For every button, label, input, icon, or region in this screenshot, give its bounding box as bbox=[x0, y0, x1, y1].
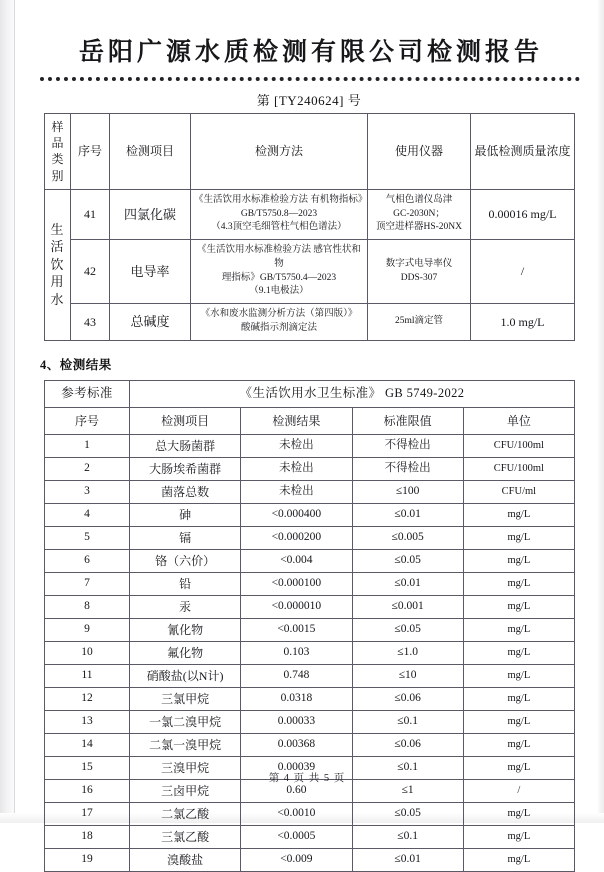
result-limit: ≤0.1 bbox=[352, 756, 463, 779]
table-row bbox=[45, 480, 575, 503]
result-limit: ≤0.1 bbox=[352, 710, 463, 733]
result-no: 18 bbox=[45, 825, 130, 848]
result-no: 17 bbox=[45, 802, 130, 825]
reference-standard-row bbox=[45, 380, 575, 407]
table-row bbox=[45, 240, 575, 304]
result-unit: mg/L bbox=[463, 503, 574, 526]
table-row bbox=[45, 189, 575, 239]
result-item: 总大肠菌群 bbox=[130, 434, 241, 457]
result-no: 15 bbox=[45, 756, 130, 779]
page-title: 岳阳广源水质检测有限公司检测报告 bbox=[78, 38, 543, 66]
result-no: 11 bbox=[45, 664, 130, 687]
result-limit: ≤0.1 bbox=[352, 825, 463, 848]
result-item: 三卤甲烷 bbox=[130, 779, 241, 802]
result-value: <0.000200 bbox=[241, 526, 352, 549]
result-unit: CFU/ml bbox=[463, 480, 574, 503]
result-limit: ≤1 bbox=[352, 779, 463, 802]
result-unit: mg/L bbox=[463, 549, 574, 572]
result-value: 0.00033 bbox=[241, 710, 352, 733]
method-row-method bbox=[191, 304, 368, 341]
result-limit: ≤0.005 bbox=[352, 526, 463, 549]
result-value: <0.000010 bbox=[241, 595, 352, 618]
result-unit: mg/L bbox=[463, 756, 574, 779]
result-item: 汞 bbox=[130, 595, 241, 618]
result-value: 0.748 bbox=[241, 664, 352, 687]
result-unit: mg/L bbox=[463, 825, 574, 848]
method-row-instrument bbox=[368, 304, 471, 341]
instrument-line: 气相色谱仪岛津 bbox=[385, 194, 453, 205]
result-no: 16 bbox=[45, 779, 130, 802]
table-row bbox=[45, 549, 575, 572]
result-no: 5 bbox=[45, 526, 130, 549]
table-row bbox=[45, 687, 575, 710]
method-row-index: 43 bbox=[71, 304, 110, 341]
result-no: 2 bbox=[45, 457, 130, 480]
title-dotted-divider bbox=[40, 77, 580, 85]
method-line: （9.1电极法） bbox=[249, 286, 309, 297]
result-limit: ≤1.0 bbox=[352, 641, 463, 664]
result-unit: mg/L bbox=[463, 664, 574, 687]
result-limit: ≤0.001 bbox=[352, 595, 463, 618]
result-limit: ≤0.05 bbox=[352, 802, 463, 825]
detection-methods-header-row bbox=[45, 114, 575, 190]
result-value: 0.60 bbox=[241, 779, 352, 802]
result-value: <0.0010 bbox=[241, 802, 352, 825]
col-header-sample-category: 样品类别 bbox=[45, 114, 71, 190]
table-row bbox=[45, 641, 575, 664]
result-limit: ≤10 bbox=[352, 664, 463, 687]
table-row bbox=[45, 802, 575, 825]
result-unit: mg/L bbox=[463, 802, 574, 825]
result-limit: ≤0.01 bbox=[352, 503, 463, 526]
result-unit: CFU/100ml bbox=[463, 434, 574, 457]
result-value: 0.00039 bbox=[241, 756, 352, 779]
table-row bbox=[45, 434, 575, 457]
table-row bbox=[45, 503, 575, 526]
table-row bbox=[45, 618, 575, 641]
method-line: 酸碱指示剂滴定法 bbox=[240, 322, 317, 333]
method-line: 《水和废水监测分析方法（第四版）》 bbox=[200, 309, 358, 320]
method-row-index: 41 bbox=[71, 189, 110, 239]
instrument-line: 25ml滴定管 bbox=[394, 315, 444, 326]
result-unit: mg/L bbox=[463, 572, 574, 595]
method-line: 理指标》GB/T5750.4—2023 bbox=[221, 272, 337, 283]
col-header-limit: 标准限值 bbox=[352, 407, 463, 434]
table-row bbox=[45, 825, 575, 848]
result-no: 19 bbox=[45, 848, 130, 871]
sample-category-cell: 生活饮用水 bbox=[45, 189, 71, 340]
table-row bbox=[45, 710, 575, 733]
result-value: 未检出 bbox=[241, 434, 352, 457]
result-unit: mg/L bbox=[463, 710, 574, 733]
table-row bbox=[45, 572, 575, 595]
method-line: GB/T5750.8—2023 bbox=[240, 208, 318, 219]
result-value: <0.000400 bbox=[241, 503, 352, 526]
method-line: （4.3顶空毛细管柱气相色谱法） bbox=[211, 222, 347, 233]
result-limit: ≤0.01 bbox=[352, 848, 463, 871]
results-header-row bbox=[45, 407, 575, 434]
results-table bbox=[44, 380, 575, 872]
result-item: 镉 bbox=[130, 526, 241, 549]
result-item: 硝酸盐(以N计) bbox=[130, 664, 241, 687]
method-row-detection-limit: / bbox=[471, 240, 575, 304]
instrument-line: GC-2030N； bbox=[393, 208, 445, 219]
method-row-instrument bbox=[368, 189, 471, 239]
result-item: 一氯二溴甲烷 bbox=[130, 710, 241, 733]
report-number: 第 [TY240624] 号 bbox=[256, 93, 362, 108]
result-item: 菌落总数 bbox=[130, 480, 241, 503]
result-item: 溴酸盐 bbox=[130, 848, 241, 871]
col-header-result: 检测结果 bbox=[241, 407, 352, 434]
result-value: 0.0318 bbox=[241, 687, 352, 710]
result-limit: 不得检出 bbox=[352, 434, 463, 457]
result-limit: ≤0.05 bbox=[352, 618, 463, 641]
result-item: 大肠埃希菌群 bbox=[130, 457, 241, 480]
method-row-instrument bbox=[368, 240, 471, 304]
result-unit: mg/L bbox=[463, 526, 574, 549]
result-no: 1 bbox=[45, 434, 130, 457]
table-row bbox=[45, 664, 575, 687]
result-item: 三溴甲烷 bbox=[130, 756, 241, 779]
result-limit: 不得检出 bbox=[352, 457, 463, 480]
col-header-index: 序号 bbox=[71, 114, 110, 190]
result-value: <0.009 bbox=[241, 848, 352, 871]
result-value: 0.103 bbox=[241, 641, 352, 664]
result-value: 未检出 bbox=[241, 457, 352, 480]
detection-methods-table bbox=[44, 113, 575, 341]
result-no: 7 bbox=[45, 572, 130, 595]
result-no: 12 bbox=[45, 687, 130, 710]
method-row-method bbox=[191, 189, 368, 239]
table-row bbox=[45, 457, 575, 480]
table-row bbox=[45, 304, 575, 341]
instrument-line: 数字式电导率仪 bbox=[385, 258, 453, 269]
result-value: 未检出 bbox=[241, 480, 352, 503]
result-no: 6 bbox=[45, 549, 130, 572]
result-no: 10 bbox=[45, 641, 130, 664]
method-row-item: 四氯化碳 bbox=[110, 189, 191, 239]
col-header-item: 检测项目 bbox=[110, 114, 191, 190]
instrument-line: DDS-307 bbox=[400, 272, 438, 283]
col-header-method: 检测方法 bbox=[191, 114, 368, 190]
method-row-item: 总碱度 bbox=[110, 304, 191, 341]
result-no: 4 bbox=[45, 503, 130, 526]
result-no: 14 bbox=[45, 733, 130, 756]
result-value: 0.00368 bbox=[241, 733, 352, 756]
result-item: 铬（六价） bbox=[130, 549, 241, 572]
result-limit: ≤0.05 bbox=[352, 549, 463, 572]
result-limit: ≤0.01 bbox=[352, 572, 463, 595]
result-limit: ≤0.06 bbox=[352, 733, 463, 756]
table-row bbox=[45, 733, 575, 756]
result-unit: CFU/100ml bbox=[463, 457, 574, 480]
page-footer: 第 4 页 共 5 页 bbox=[268, 773, 346, 784]
result-no: 13 bbox=[45, 710, 130, 733]
col-header-detection-limit: 最低检测质量浓度 bbox=[471, 114, 575, 190]
result-limit: ≤100 bbox=[352, 480, 463, 503]
results-table-body bbox=[45, 380, 575, 871]
result-unit: mg/L bbox=[463, 687, 574, 710]
method-row-method bbox=[191, 240, 368, 304]
result-value: <0.004 bbox=[241, 549, 352, 572]
result-unit: mg/L bbox=[463, 595, 574, 618]
col-header-instrument: 使用仪器 bbox=[368, 114, 471, 190]
method-row-item: 电导率 bbox=[110, 240, 191, 304]
result-unit: / bbox=[463, 779, 574, 802]
result-unit: mg/L bbox=[463, 733, 574, 756]
table-row bbox=[45, 526, 575, 549]
result-no: 9 bbox=[45, 618, 130, 641]
result-no: 8 bbox=[45, 595, 130, 618]
result-value: <0.000100 bbox=[241, 572, 352, 595]
result-item: 铅 bbox=[130, 572, 241, 595]
section-heading-results: 4、检测结果 bbox=[40, 357, 112, 372]
result-limit: ≤0.06 bbox=[352, 687, 463, 710]
result-value: <0.0015 bbox=[241, 618, 352, 641]
method-line: 《生活饮用水标准检验方法 有机物指标》 bbox=[194, 194, 368, 205]
col-header-no: 序号 bbox=[45, 407, 130, 434]
result-item: 三氯乙酸 bbox=[130, 825, 241, 848]
result-item: 二氯一溴甲烷 bbox=[130, 733, 241, 756]
reference-standard-label: 参考标准 bbox=[45, 380, 130, 407]
table-row bbox=[45, 848, 575, 871]
method-row-detection-limit: 0.00016 mg/L bbox=[471, 189, 575, 239]
result-item: 氟化物 bbox=[130, 641, 241, 664]
result-item: 二氯乙酸 bbox=[130, 802, 241, 825]
table-row bbox=[45, 595, 575, 618]
result-item: 砷 bbox=[130, 503, 241, 526]
result-unit: mg/L bbox=[463, 618, 574, 641]
result-value: <0.0005 bbox=[241, 825, 352, 848]
detection-methods-body bbox=[45, 114, 575, 341]
result-unit: mg/L bbox=[463, 848, 574, 871]
reference-standard-value: 《生活饮用水卫生标准》 GB 5749-2022 bbox=[130, 380, 575, 407]
method-row-detection-limit: 1.0 mg/L bbox=[471, 304, 575, 341]
col-header-unit: 单位 bbox=[463, 407, 574, 434]
method-line: 《生活饮用水标准检验方法 感官性状和物 bbox=[197, 245, 361, 269]
result-item: 三氯甲烷 bbox=[130, 687, 241, 710]
col-header-item: 检测项目 bbox=[130, 407, 241, 434]
result-item: 氰化物 bbox=[130, 618, 241, 641]
result-unit: mg/L bbox=[463, 641, 574, 664]
instrument-line: 顶空进样器HS-20NX bbox=[375, 222, 463, 233]
method-row-index: 42 bbox=[71, 240, 110, 304]
result-no: 3 bbox=[45, 480, 130, 503]
